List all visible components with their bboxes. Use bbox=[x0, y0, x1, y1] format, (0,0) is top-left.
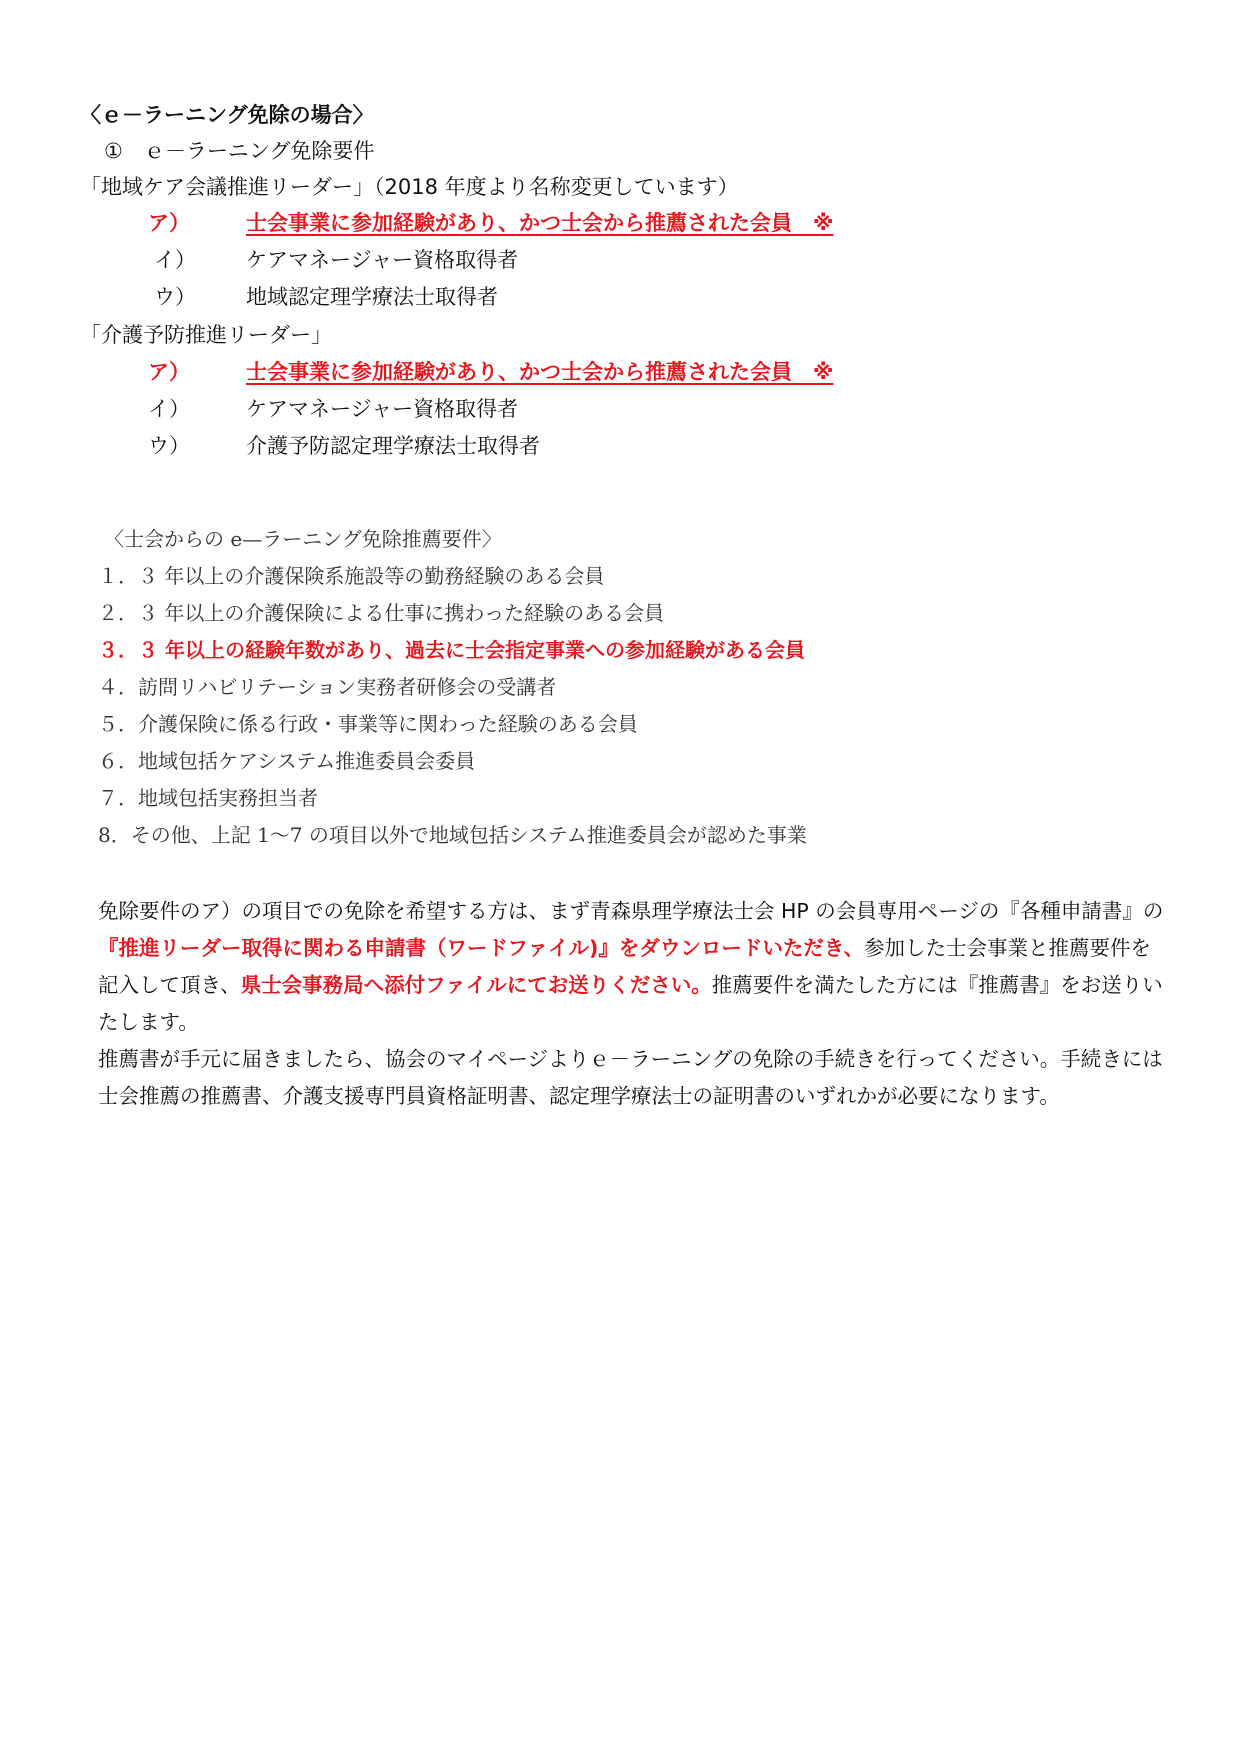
instructions-part-1: 免除要件のア）の項目での免除を希望する方は、まず青森県理学療法士会 HP の会員専用ページの『各種申請書』の bbox=[98, 899, 1164, 923]
group1-item-a bbox=[148, 208, 833, 238]
section-heading: 〈ｅ－ラーニング免除の場合〉 bbox=[80, 103, 374, 127]
group1-item-i-text: ケアマネージャー資格取得者 bbox=[246, 248, 519, 272]
recommendation-item-1: １．３ 年以上の介護保険系施設等の勤務経験のある会員 bbox=[98, 564, 605, 588]
group2-title: 「介護予防推進リーダー」 bbox=[80, 323, 332, 347]
group1-item-i-mark: イ） bbox=[154, 248, 196, 272]
group2-item-a-mark: ア） bbox=[148, 360, 190, 384]
group2-item-u-text: 介護予防認定理学療法士取得者 bbox=[246, 434, 540, 458]
instructions-paragraph bbox=[98, 893, 1170, 1041]
recommendation-item-6: ６．地域包括ケアシステム推進委員会委員 bbox=[98, 749, 476, 773]
recommendation-item-4: ４．訪問リハビリテーション実務者研修会の受講者 bbox=[98, 675, 557, 699]
recommendation-item-3: ３．３ 年以上の経験年数があり、過去に士会指定事業への参加経験がある会員 bbox=[98, 638, 805, 662]
instructions-download-highlight: 『推進リーダー取得に関わる申請書（ワードファイル)』をダウンロードいただき、 bbox=[98, 936, 865, 960]
group2-item-i-text: ケアマネージャー資格取得者 bbox=[246, 397, 519, 421]
group1-item-i bbox=[154, 245, 518, 275]
group1-title: 「地域ケア会議推進リーダー」（2018 年度より名称変更しています） bbox=[80, 175, 739, 199]
group2-item-i bbox=[148, 394, 518, 424]
group2-item-i-mark: イ） bbox=[148, 397, 190, 421]
recommendation-item-8: 8．その他、上記 1～7 の項目以外で地域包括システム推進委員会が認めた事業 bbox=[98, 823, 807, 847]
instructions-part-3: 参加した士会事業と推薦要件を記入して頂き、 bbox=[98, 936, 1152, 997]
recommendation-item-7: ７．地域包括実務担当者 bbox=[98, 786, 318, 810]
group2-item-a bbox=[148, 357, 833, 387]
requirement-subheading: ① ｅ－ラーニング免除要件 bbox=[104, 139, 375, 163]
group1-item-u-mark: ウ） bbox=[154, 285, 196, 309]
group2-item-a-text: 士会事業に参加経験があり、かつ士会から推薦された会員 ※ bbox=[246, 360, 834, 384]
group1-item-a-text: 士会事業に参加経験があり、かつ士会から推薦された会員 ※ bbox=[246, 211, 834, 235]
group2-item-u bbox=[148, 431, 540, 461]
instructions-part-5: 推薦要件を満たした方には『推薦書』をお送りいたします。 bbox=[98, 973, 1163, 1034]
procedure-paragraph: 推薦書が手元に届きましたら、協会のマイページよりｅ－ラーニングの免除の手続きを行ってください。手続きには士会推薦の推薦書、介護支援専門員資格証明書、認定理学療法士の証明書のいずれかが必要になります。 bbox=[98, 1047, 1163, 1108]
instructions-send-highlight: 県士会事務局へ添付ファイルにてお送りください。 bbox=[240, 973, 712, 997]
group1-item-u-text: 地域認定理学療法士取得者 bbox=[246, 285, 498, 309]
recommendation-item-5: ５．介護保険に係る行政・事業等に関わった経験のある会員 bbox=[98, 712, 638, 736]
group1-item-a-mark: ア） bbox=[148, 211, 190, 235]
recommendation-title: 〈士会からの e—ラーニング免除推薦要件〉 bbox=[104, 527, 502, 551]
group2-item-u-mark: ウ） bbox=[148, 434, 190, 458]
group1-item-u bbox=[154, 282, 498, 312]
recommendation-item-2: ２．３ 年以上の介護保険による仕事に携わった経験のある会員 bbox=[98, 601, 665, 625]
